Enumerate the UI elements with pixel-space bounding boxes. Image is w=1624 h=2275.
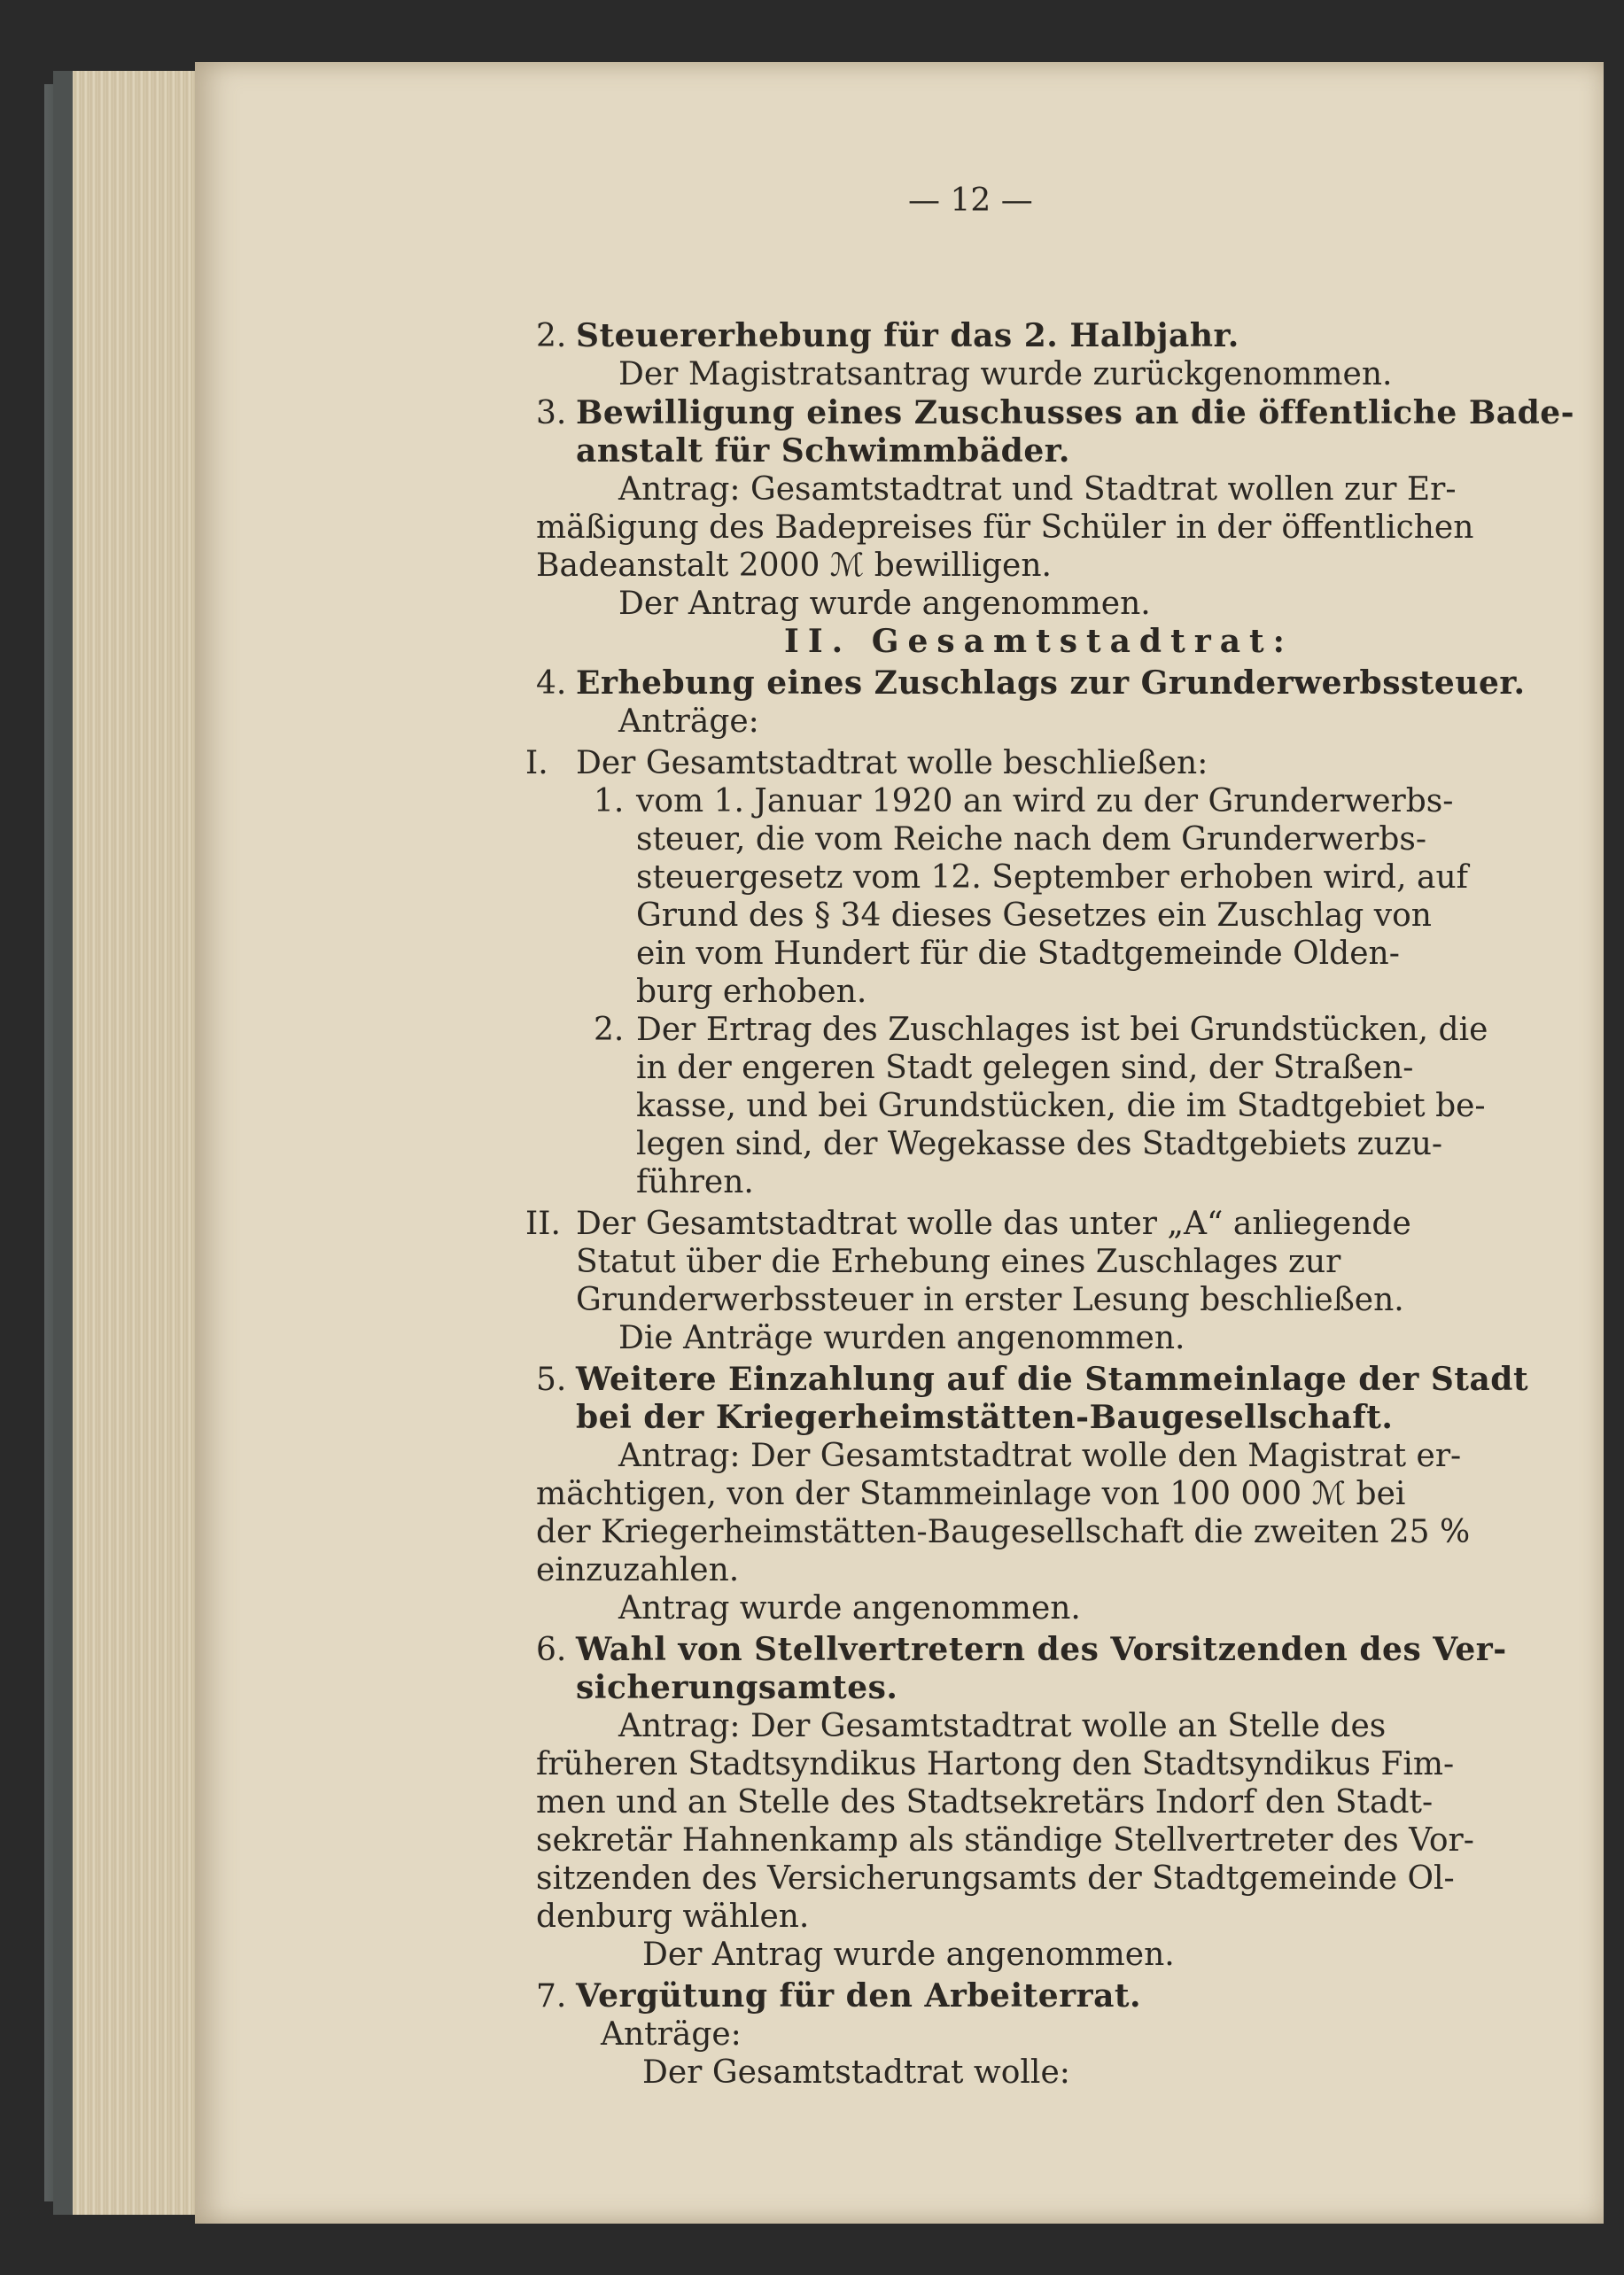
item-title: sicherungsamtes. — [576, 1669, 898, 1706]
text-line: früheren Stadtsyndikus Hartong den Stadtsyndikus Fim- — [536, 1746, 1455, 1782]
text-line: steuergesetz vom 12. September erhoben wird, auf — [636, 859, 1468, 896]
text-line: steuer, die vom Reiche nach dem Grunderwerbs- — [636, 821, 1427, 858]
item-title: bei der Kriegerheimstätten-Baugesellschaft. — [576, 1399, 1394, 1436]
text-line: Badeanstalt 2000 ℳ bewilligen. — [536, 547, 1052, 584]
text-line: legen sind, der Wegekasse des Stadtgebiets zuzu- — [636, 1126, 1443, 1162]
text-line: denburg wählen. — [536, 1898, 810, 1935]
text-line: Die Anträge wurden angenommen. — [618, 1320, 1185, 1356]
text-line: kasse, und bei Grundstücken, die im Stadtgebiet be- — [636, 1088, 1486, 1124]
text-line: Der Antrag wurde angenommen. — [642, 1937, 1175, 1973]
item-number: 5. — [536, 1362, 567, 1398]
text-line: Grund des § 34 dieses Gesetzes ein Zuschlag von — [636, 897, 1432, 934]
item-title: Vergütung für den Arbeiterrat. — [576, 1977, 1142, 2015]
text-line: Grunderwerbssteuer in erster Lesung beschließen. — [576, 1282, 1404, 1318]
item-title: anstalt für Schwimmbäder. — [576, 432, 1070, 470]
text-line: Antrag: Gesamtstadtrat und Stadtrat wollen zur Er- — [618, 471, 1457, 508]
text-line: Der Magistratsantrag wurde zurückgenommen. — [618, 356, 1393, 392]
text-line: Der Gesamtstadtrat wolle beschließen: — [576, 745, 1208, 781]
text-line: führen. — [636, 1164, 754, 1200]
item-number: 3. — [536, 395, 567, 431]
roman-numeral: I. — [525, 745, 548, 781]
text-line: Antrag: Der Gesamtstadtrat wolle an Stelle des — [618, 1708, 1387, 1744]
text-line: Anträge: — [601, 2016, 742, 2053]
text-line: Der Gesamtstadtrat wolle das unter „A“ anliegende — [576, 1206, 1411, 1242]
text-line: Antrag wurde angenommen. — [618, 1590, 1081, 1627]
text-line: Statut über die Erhebung eines Zuschlages zur — [576, 1244, 1341, 1280]
text-line: vom 1. Januar 1920 an wird zu der Grunderwerbs- — [636, 783, 1454, 819]
text-line: der Kriegerheimstätten-Baugesellschaft die zweiten 25 % — [536, 1514, 1471, 1550]
item-title: Steuererhebung für das 2. Halbjahr. — [576, 317, 1239, 354]
item-title: Wahl von Stellvertretern des Vorsitzenden des Ver- — [576, 1631, 1507, 1668]
text-line: men und an Stelle des Stadtsekretärs Indorf den Stadt- — [536, 1784, 1434, 1821]
text-line: Der Gesamtstadtrat wolle: — [642, 2054, 1070, 2091]
item-title: Bewilligung eines Zuschusses an die öffentliche Bade- — [576, 394, 1575, 431]
text-line: Der Ertrag des Zuschlages ist bei Grundstücken, die — [636, 1012, 1488, 1048]
item-number: 4. — [536, 665, 567, 702]
roman-numeral: II. — [525, 1206, 561, 1242]
page-text — [195, 62, 1604, 2224]
sub-number: 1. — [594, 783, 625, 819]
text-line: einzuzahlen. — [536, 1552, 740, 1588]
page-number: — 12 — — [908, 182, 1033, 219]
text-line: Der Antrag wurde angenommen. — [618, 586, 1151, 622]
text-line: sekretär Hahnenkamp als ständige Stellvertreter des Vor- — [536, 1822, 1474, 1859]
item-title: Weitere Einzahlung auf die Stammeinlage der Stadt — [576, 1361, 1529, 1398]
text-line: sitzenden des Versicherungsamts der Stadtgemeinde Ol- — [536, 1860, 1455, 1897]
text-line: mäßigung des Badepreises für Schüler in der öffentlichen — [536, 509, 1474, 546]
item-number: 7. — [536, 1978, 567, 2015]
item-title: Erhebung eines Zuschlags zur Grunderwerbssteuer. — [576, 664, 1526, 702]
book-page — [195, 62, 1604, 2224]
text-line: ein vom Hundert für die Stadtgemeinde Olden- — [636, 936, 1400, 972]
text-line: Anträge: — [618, 703, 759, 740]
text-line: burg erhoben. — [636, 974, 867, 1010]
text-line: in der engeren Stadt gelegen sind, der Straßen- — [636, 1050, 1414, 1086]
item-number: 2. — [536, 318, 567, 354]
text-line: mächtigen, von der Stammeinlage von 100 000 ℳ bei — [536, 1476, 1406, 1512]
text-line: Antrag: Der Gesamtstadtrat wolle den Magistrat er- — [618, 1438, 1462, 1474]
sub-number: 2. — [594, 1012, 625, 1048]
section-heading: II. Gesamtstadtrat: — [784, 623, 1294, 660]
item-number: 6. — [536, 1632, 567, 1668]
